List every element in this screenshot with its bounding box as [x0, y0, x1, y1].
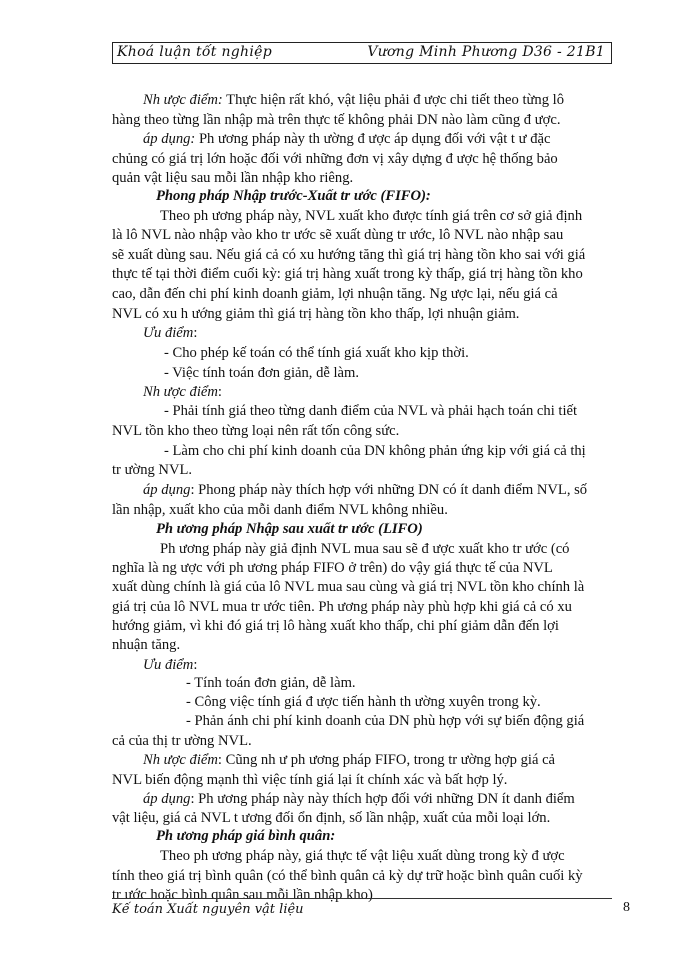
text-line — [112, 461, 192, 479]
text-run: Ph ương pháp Nhập sau xuất tr ước (LIFO) — [156, 521, 423, 537]
text-run: nghĩa là ng ược với ph ương pháp FIFO ở trên) do vậy giá thực tế của NVL — [112, 560, 553, 576]
text-run: áp dụng — [143, 791, 191, 807]
page-header — [112, 42, 612, 64]
text-run: Ph ương pháp này th ường đ ược áp dụng đối với vật t ư đặc — [195, 131, 551, 147]
text-run: Theo ph ương pháp này, giá thực tế vật liệu xuất dùng trong kỳ đ ược — [160, 848, 565, 864]
text-run: : — [193, 657, 198, 673]
text-line — [112, 771, 507, 789]
text-line — [143, 91, 564, 109]
text-line — [112, 501, 448, 519]
text-run: : Ph ương pháp này này thích hợp đối với những DN ít danh điểm — [190, 791, 575, 807]
text-line — [143, 481, 587, 499]
text-line — [112, 150, 558, 168]
text-line — [112, 867, 583, 885]
text-line — [143, 751, 555, 769]
text-run: - Phải tính giá theo từng danh điểm của NVL và phải hạch toán chi tiết — [164, 403, 578, 419]
text-line — [112, 226, 563, 244]
text-line — [156, 187, 431, 205]
text-line — [186, 693, 541, 711]
text-line — [156, 827, 335, 845]
text-run: thực tế tại thời điểm cuối kỳ: giá trị hàng xuất trong kỳ thấp, giá trị hàng tồn kho — [112, 266, 583, 282]
text-run: - Tính toán đơn giản, dễ làm. — [186, 675, 356, 691]
text-run: : — [193, 325, 198, 341]
text-run: Phong pháp Nhập trước-Xuất tr ước (FIFO): — [156, 188, 431, 204]
text-run: chủng có giá trị lớn hoặc đối với những đơn vị xây dựng đ ược hệ thống bảo — [112, 151, 558, 167]
text-run: Ưu điểm — [143, 657, 194, 673]
text-run: - Công việc tính giá đ ược tiến hành th ường xuyên trong kỳ. — [186, 694, 541, 710]
text-line — [112, 285, 558, 303]
text-run: Ph ương pháp này giả định NVL mua sau sẽ đ ược xuất kho tr ước (có — [160, 541, 570, 557]
text-run: : — [217, 384, 222, 400]
text-line — [112, 598, 572, 616]
text-run: Nh ược điểm — [143, 752, 218, 768]
text-line — [164, 402, 577, 420]
text-run: quản vật liệu sau mỗi lần nhập kho riêng. — [112, 170, 354, 186]
text-run: hướng giảm, vì khi đó giá trị lô hàng xuất kho thấp, chi phí giảm dẫn đến lợi — [112, 618, 559, 634]
text-run: là lô NVL nào nhập vào kho tr ước sẽ xuất dùng tr ước, lô NVL nào nhập sau — [112, 227, 564, 243]
text-run: NVL tồn kho theo từng loại nên rất tốn công sức. — [112, 423, 400, 439]
text-run: lần nhập, xuất kho của mỗi danh điểm NVL không nhiều. — [112, 502, 448, 518]
text-run: : Phong pháp này thích hợp với những DN có ít danh điểm NVL, số — [190, 482, 588, 498]
page-number: 8 — [623, 900, 630, 915]
text-line — [143, 790, 575, 808]
text-run: sẽ xuất dùng sau. Nếu giá cả có xu hướng tăng thì giá trị hàng tồn kho sai với giá — [112, 247, 586, 263]
text-line — [160, 540, 569, 558]
text-run: NVL biến động mạnh thì việc tính giá lại ít chính xác và bất hợp lý. — [112, 772, 508, 788]
text-line — [112, 111, 560, 129]
text-run: tính theo giá trị bình quân (có thể bình quân cả kỳ dự trữ hoặc bình quân cuối kỳ — [112, 868, 583, 884]
text-line — [143, 383, 222, 401]
text-line — [164, 364, 359, 382]
text-line — [160, 847, 565, 865]
text-run: : Cũng nh ư ph ương pháp FIFO, trong tr ường hợp giá cả — [217, 752, 556, 768]
text-run: cao, dẫn đến chi phí kinh doanh giảm, lợi nhuận tăng. Ng ược lại, nếu giá cả — [112, 286, 558, 302]
text-run: áp dụng — [143, 482, 191, 498]
text-line — [112, 578, 584, 596]
text-run: vật liệu, giá cả NVL t ương đối ổn định, số lần nhập, xuất của mỗi loại lớn. — [112, 810, 551, 826]
text-line — [112, 305, 519, 323]
text-line — [143, 656, 197, 674]
text-run: tr ước hoặc bình quân sau mỗi lần nhập kho) — [112, 887, 373, 903]
text-run: - Cho phép kế toán có thể tính giá xuất kho kịp thời. — [164, 345, 469, 361]
text-run: hàng theo từng lần nhập mà trên thực tế không phải DN nào làm cũng đ ược. — [112, 112, 561, 128]
text-run: NVL có xu h ướng giảm thì giá trị hàng tồn kho thấp, lợi nhuận giảm. — [112, 306, 520, 322]
text-run: Ph ương pháp giá bình quân: — [156, 828, 336, 844]
text-line — [112, 636, 180, 654]
text-run: cả của thị tr ường NVL. — [112, 733, 252, 749]
text-run: nhuận tăng. — [112, 637, 181, 653]
text-run: - Làm cho chi phí kinh doanh của DN không phản ứng kịp với giá cả thị — [164, 443, 586, 459]
text-line — [112, 422, 399, 440]
text-line — [156, 520, 423, 538]
text-line — [112, 246, 585, 264]
text-line — [143, 130, 550, 148]
text-line — [112, 265, 583, 283]
text-line — [112, 559, 553, 577]
text-run: xuất dùng chính là giá của lô NVL mua sau cùng và giá trị NVL tồn kho chính là — [112, 579, 585, 595]
text-run: Nh ược điểm: — [143, 92, 223, 108]
text-run: áp dụng: — [143, 131, 196, 147]
text-run: giá trị của lô NVL mua tr ước tiên. Ph ương pháp này phù hợp khi giá cả có xu — [112, 599, 572, 615]
text-line — [164, 442, 586, 460]
text-run: Nh ược điểm — [143, 384, 218, 400]
footer-text: Kế toán Xuất nguyên vật liệu — [112, 902, 304, 917]
text-line — [164, 344, 469, 362]
text-run: tr ường NVL. — [112, 462, 193, 478]
text-run: Theo ph ương pháp này, NVL xuất kho được tính giá trên cơ sở giả định — [160, 208, 583, 224]
text-line — [160, 207, 582, 225]
header-left: Khoá luận tốt nghiệp — [117, 44, 272, 60]
header-right: Vương Minh Phương D36 - 21B1 — [367, 44, 605, 60]
text-run: Thực hiện rất khó, vật liệu phải đ ược chi tiết theo từng lô — [222, 92, 564, 108]
text-run: - Việc tính toán đơn giản, dễ làm. — [164, 365, 360, 381]
text-line — [112, 617, 559, 635]
text-run: - Phản ánh chi phí kinh doanh của DN phù hợp với sự biến động giá — [186, 713, 585, 729]
text-line — [112, 169, 353, 187]
text-line — [112, 809, 550, 827]
text-line — [186, 674, 356, 692]
text-run: Ưu điểm — [143, 325, 194, 341]
text-line — [112, 732, 252, 750]
footer-rule — [112, 898, 612, 899]
text-line — [143, 324, 197, 342]
text-line — [186, 712, 584, 730]
